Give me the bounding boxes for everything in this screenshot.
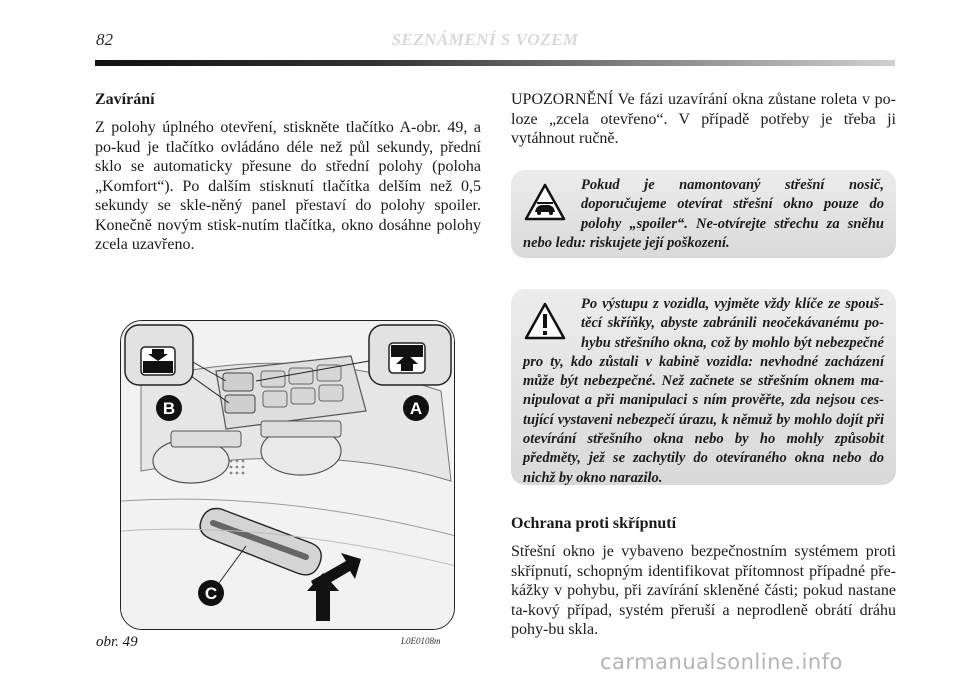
anti-pinch-section [511, 514, 896, 640]
header-rule [95, 60, 895, 66]
watermark: carmanualsonline.info [600, 650, 843, 674]
warning-text-keys: Po výstupu z vozidla, vyjměte vždy klíče ze spouš-těcí skříňky, abyste zabránili neočekávanému po-hybu střešního okna, což by mohlo být nebezpečné pro ty, kdo zůstali v kabině vozidla: nevhodné zacházení může být nebezpečné. Než začnete se střešním oknem ma-nipulovat a při manipulaci s ním prověřte, zda nejsou ces-tující vystaveni nebezpečí úrazu, k němuž by mohlo dojít při otevírání střešního okna nebo by ho mohly způsobit předměty, jež se zachytily do otevíraného okna nebo do nichž by okno narazilo. [523, 296, 884, 486]
warning-box-roof-rack [511, 170, 896, 258]
page-number: 82 [96, 30, 113, 49]
closing-body: Z polohy úplného otevření, stiskněte tlačítko A-obr. 49, a po-kud je tlačítko ovládáno déle než půl sekundy, přední sklo se automaticky přesune do střední polohy (poloha „Komfort“). Po dalším stisknutí tlačítka delším než 0,5 sekundy se skle-něný panel přestaví do polohy spoiler. Konečně novým stisk-nutím tlačítka, okno dosáhne polohy zcela uzavřeno. [95, 119, 481, 253]
callout-b: B [162, 399, 176, 418]
chapter-title: SEZNÁMENÍ S VOZEM [391, 30, 579, 49]
callout-c: C [204, 584, 218, 603]
callout-a: A [409, 399, 423, 418]
warning-box-keys [511, 289, 896, 485]
notice-section [511, 90, 896, 149]
closing-heading: Zavírání [95, 91, 155, 108]
exclamation-warning-icon [523, 301, 567, 341]
figure-code: L0E0108m [401, 636, 441, 646]
notice-paragraph [511, 90, 896, 149]
warning-text-roof-rack: Pokud je namontovaný střešní nosič, doporučujeme otevírat střešní okno pouze do polohy „spoiler“. Ne-otvírejte střechu za sněhu nebo ledu: riskujete její poškození. [523, 177, 884, 251]
closing-section [95, 90, 481, 255]
notice-label: UPOZORNĚNÍ [511, 91, 614, 108]
anti-pinch-heading: Ochrana proti skřípnutí [511, 515, 677, 532]
figure-caption: obr. 49 [96, 634, 138, 650]
figure-49 [120, 320, 455, 630]
car-roof-warning-icon [523, 182, 567, 222]
anti-pinch-body: Střešní okno je vybaveno bezpečnostním systémem proti skřípnutí, schopným identifikovat přítomnost případné pře-kážky v pohybu, při zavírání skleněné části; pokud nastane ta-kový případ, systém přeruší a neprodleně obrátí dráhu pohy-bu skla. [511, 543, 896, 638]
notice-text: Ve fázi uzavírání okna zůstane roleta v po-loze „zcela otevřeno“. V případě potřeby je třeba ji vytáhnout ručně. [511, 91, 896, 147]
figure-illustration [121, 321, 455, 630]
